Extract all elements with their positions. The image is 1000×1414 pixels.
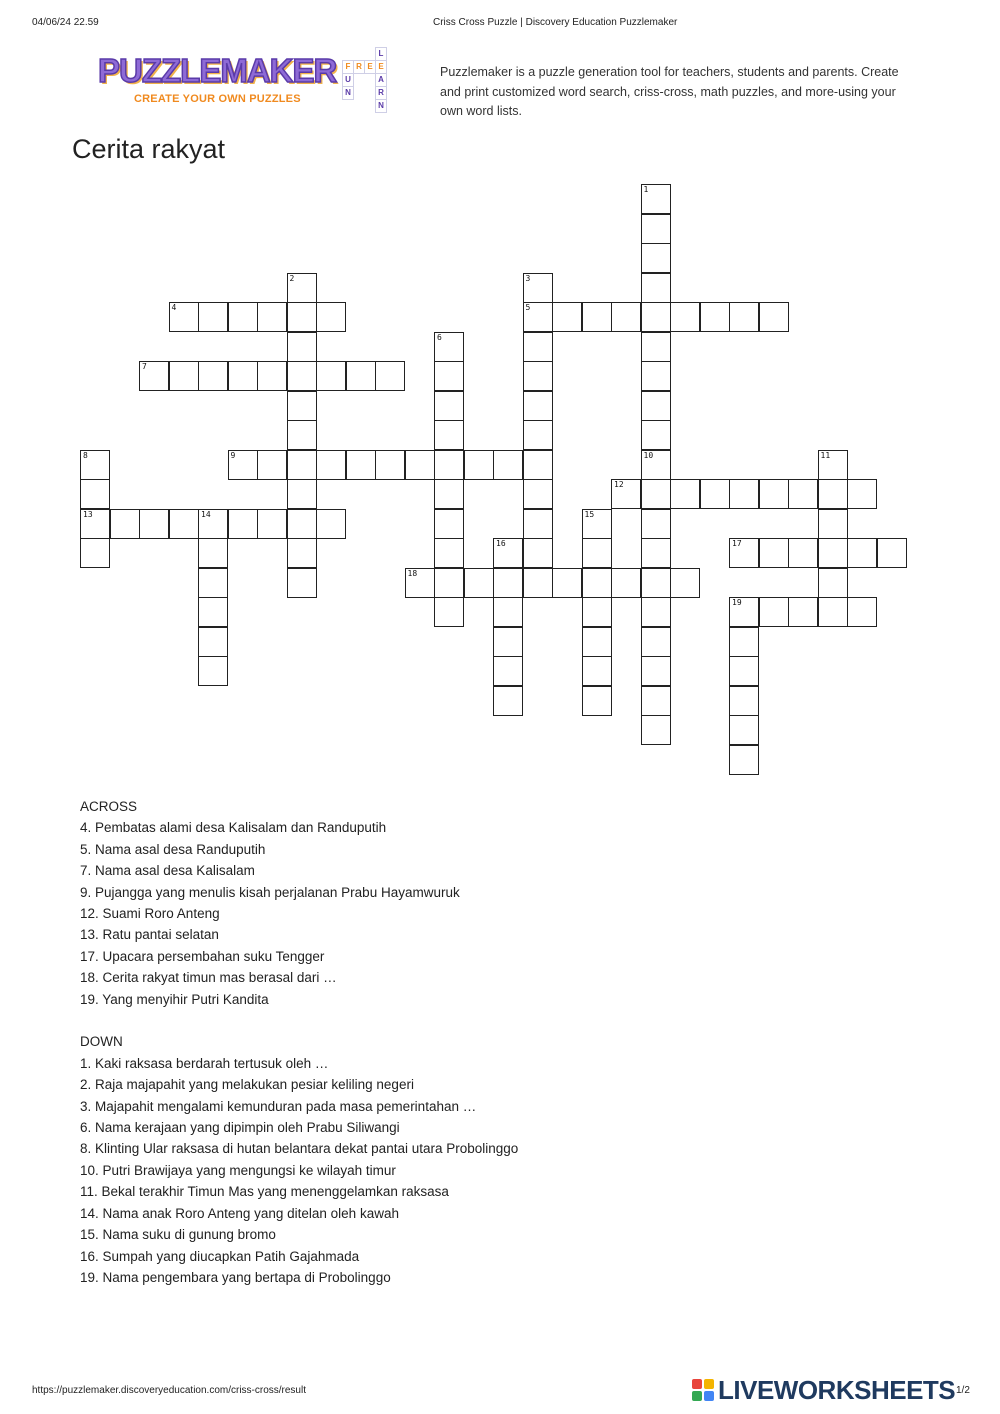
- logo-tile: R: [375, 86, 387, 100]
- crossword-cell[interactable]: [641, 627, 671, 657]
- crossword-cell[interactable]: [493, 656, 523, 686]
- clue-item: 11. Bekal terakhir Timun Mas yang menenggelamkan raksasa: [80, 1184, 449, 1200]
- down-heading: DOWN: [80, 1034, 123, 1050]
- crossword-cell[interactable]: [169, 361, 199, 391]
- crossword-cell[interactable]: [700, 302, 730, 332]
- crossword-cell[interactable]: [759, 302, 789, 332]
- crossword-cell[interactable]: [641, 715, 671, 745]
- crossword-cell[interactable]: [287, 538, 317, 568]
- crossword-cell[interactable]: [287, 509, 317, 539]
- liveworksheets-logo[interactable]: [692, 1376, 992, 1404]
- crossword-cell[interactable]: [641, 420, 671, 450]
- clue-number: 3: [525, 273, 531, 283]
- clue-item: 2. Raja majapahit yang melakukan pesiar keliling negeri: [80, 1077, 414, 1093]
- clue-number: 10: [643, 450, 654, 460]
- crossword-cell[interactable]: [641, 568, 671, 598]
- crossword-cell[interactable]: [641, 479, 671, 509]
- crossword-cell[interactable]: [523, 538, 553, 568]
- logo-tile: F: [342, 60, 354, 74]
- crossword-cell[interactable]: [523, 332, 553, 362]
- crossword-cell[interactable]: [287, 479, 317, 509]
- clue-number: 14: [201, 509, 211, 519]
- crossword-cell[interactable]: [582, 509, 612, 539]
- clue-item: 9. Pujangga yang menulis kisah perjalanan Prabu Hayamwuruk: [80, 884, 460, 900]
- crossword-cell[interactable]: [346, 450, 376, 480]
- clue-number: 11: [820, 450, 831, 460]
- crossword-cell[interactable]: [641, 391, 671, 421]
- crossword-cell[interactable]: [257, 361, 287, 391]
- crossword-cell[interactable]: [434, 509, 464, 539]
- clue-item: 16. Sumpah yang diucapkan Patih Gajahmada: [80, 1248, 360, 1264]
- crossword-cell[interactable]: [582, 627, 612, 657]
- crossword-cell[interactable]: [611, 568, 641, 598]
- crossword-cell[interactable]: [434, 391, 464, 421]
- crossword-cell[interactable]: [641, 214, 671, 244]
- clue-item: 5. Nama asal desa Randuputih: [80, 841, 266, 857]
- crossword-cell[interactable]: [582, 302, 612, 332]
- crossword-cell[interactable]: [729, 597, 759, 627]
- crossword-cell[interactable]: [434, 597, 464, 627]
- crossword-cell[interactable]: [818, 509, 848, 539]
- logo-tile: U: [342, 73, 354, 87]
- crossword-cell[interactable]: [80, 450, 110, 480]
- crossword-cell[interactable]: [641, 686, 671, 716]
- crossword-cell[interactable]: [759, 538, 789, 568]
- clue-item: 3. Majapahit mengalami kemunduran pada masa pemerintahan …: [80, 1098, 477, 1114]
- crossword-cell[interactable]: [788, 597, 818, 627]
- crossword-cell[interactable]: [80, 479, 110, 509]
- crossword-cell[interactable]: [552, 302, 582, 332]
- liveworksheets-badge-icon: [692, 1379, 714, 1401]
- crossword-cell[interactable]: [287, 273, 317, 303]
- crossword-cell[interactable]: [493, 686, 523, 716]
- crossword-cell[interactable]: [80, 538, 110, 568]
- crossword-cell[interactable]: [198, 538, 228, 568]
- crossword-cell[interactable]: [818, 597, 848, 627]
- crossword-cell[interactable]: [818, 479, 848, 509]
- crossword-cell[interactable]: [523, 302, 553, 332]
- crossword-cell[interactable]: [641, 243, 671, 273]
- clue-number: 12: [614, 480, 624, 489]
- crossword-cell[interactable]: [641, 656, 671, 686]
- crossword-cell[interactable]: [287, 420, 317, 450]
- intro-text: Puzzlemaker is a puzzle generation tool for teachers, students and parents. Create and print customized word search, criss-cross, math puzzles, and more-using your own word lists.: [440, 65, 899, 118]
- clue-number: 5: [525, 303, 531, 312]
- crossword-cell[interactable]: [523, 450, 553, 480]
- crossword-cell[interactable]: [228, 450, 258, 480]
- across-clue-list: [80, 817, 780, 1010]
- crossword-cell[interactable]: [788, 538, 818, 568]
- crossword-cell[interactable]: [80, 509, 110, 539]
- clue-item: 10. Putri Brawijaya yang mengungsi ke wilayah timur: [80, 1162, 396, 1178]
- crossword-cell[interactable]: [493, 450, 523, 480]
- crossword-cell[interactable]: [847, 597, 877, 627]
- crossword-cell[interactable]: [611, 302, 641, 332]
- crossword-cell[interactable]: [641, 597, 671, 627]
- clue-number: 16: [496, 539, 506, 548]
- print-date: 04/06/24 22.59: [32, 17, 99, 28]
- crossword-cell[interactable]: [139, 509, 169, 539]
- crossword-cell[interactable]: [523, 420, 553, 450]
- clue-item: 19. Nama pengembara yang bertapa di Probolinggo: [80, 1269, 391, 1285]
- crossword-cell[interactable]: [198, 302, 228, 332]
- crossword-cell[interactable]: [169, 302, 199, 332]
- crossword-cell[interactable]: [670, 479, 700, 509]
- crossword-cell[interactable]: [316, 509, 346, 539]
- crossword-cell[interactable]: [641, 184, 671, 214]
- crossword-cell[interactable]: [198, 656, 228, 686]
- crossword-cell[interactable]: [818, 538, 848, 568]
- crossword-cell[interactable]: [641, 332, 671, 362]
- clue-item: 18. Cerita rakyat timun mas berasal dari …: [80, 970, 337, 986]
- logo-tile: E: [375, 60, 387, 74]
- crossword-cell[interactable]: [405, 568, 435, 598]
- clue-number: 13: [83, 509, 93, 519]
- crossword-cell[interactable]: [434, 538, 464, 568]
- crossword-cell[interactable]: [493, 627, 523, 657]
- crossword-cell[interactable]: [434, 450, 464, 480]
- crossword-cell[interactable]: [729, 745, 759, 775]
- crossword-cell[interactable]: [464, 568, 494, 598]
- crossword-cell[interactable]: [405, 450, 435, 480]
- clue-number: 2: [289, 273, 295, 283]
- crossword-cell[interactable]: [464, 450, 494, 480]
- clue-item: 14. Nama anak Roro Anteng yang ditelan oleh kawah: [80, 1205, 399, 1221]
- crossword-cell[interactable]: [523, 479, 553, 509]
- puzzlemaker-logo[interactable]: [98, 50, 398, 116]
- crossword-cell[interactable]: [287, 302, 317, 332]
- crossword-cell[interactable]: [375, 361, 405, 391]
- clue-item: 17. Upacara persembahan suku Tengger: [80, 948, 325, 964]
- clue-item: 6. Nama kerajaan yang dipimpin oleh Prabu Siliwangi: [80, 1120, 400, 1136]
- crossword-cell[interactable]: [582, 538, 612, 568]
- crossword-cell[interactable]: [493, 568, 523, 598]
- page-number: 1/2: [956, 1385, 970, 1396]
- crossword-cell[interactable]: [670, 568, 700, 598]
- crossword-cell[interactable]: [493, 597, 523, 627]
- crossword-cell[interactable]: [198, 568, 228, 598]
- crossword-cell[interactable]: [287, 361, 317, 391]
- crossword-cell[interactable]: [641, 538, 671, 568]
- logo-wordmark: PUZZLEMAKER: [98, 52, 337, 89]
- crossword-cell[interactable]: [316, 302, 346, 332]
- footer-url[interactable]: https://puzzlemaker.discoveryeducation.com/criss-cross/result: [32, 1385, 306, 1396]
- clue-number: 7: [142, 362, 147, 371]
- crossword-cell[interactable]: [729, 302, 759, 332]
- crossword-cell[interactable]: [729, 715, 759, 745]
- crossword-cell[interactable]: [611, 479, 641, 509]
- crossword-cell[interactable]: [434, 361, 464, 391]
- clue-number: 15: [584, 509, 595, 519]
- crossword-cell[interactable]: [759, 597, 789, 627]
- clue-item: 7. Nama asal desa Kalisalam: [80, 863, 255, 879]
- crossword-cell[interactable]: [198, 597, 228, 627]
- clue-number: 19: [732, 598, 742, 607]
- logo-tile: R: [353, 60, 365, 74]
- crossword-cell[interactable]: [670, 302, 700, 332]
- crossword-cell[interactable]: [139, 361, 169, 391]
- crossword-cell[interactable]: [523, 509, 553, 539]
- crossword-cell[interactable]: [729, 686, 759, 716]
- crossword-cell[interactable]: [228, 302, 258, 332]
- crossword-cell[interactable]: [523, 568, 553, 598]
- crossword-cell[interactable]: [729, 656, 759, 686]
- crossword-cell[interactable]: [523, 273, 553, 303]
- crossword-cell[interactable]: [523, 361, 553, 391]
- print-title: Criss Cross Puzzle | Discovery Education Puzzlemaker: [433, 17, 678, 28]
- crossword-cell[interactable]: [198, 361, 228, 391]
- crossword-cell[interactable]: [641, 509, 671, 539]
- crossword-cell[interactable]: [641, 273, 671, 303]
- crossword-cell[interactable]: [847, 538, 877, 568]
- crossword-cell[interactable]: [257, 509, 287, 539]
- across-heading: ACROSS: [80, 799, 138, 814]
- crossword-cell[interactable]: [818, 568, 848, 598]
- clue-section: [80, 796, 780, 1288]
- crossword-cell[interactable]: [818, 450, 848, 480]
- crossword-cell[interactable]: [257, 302, 287, 332]
- clue-item: 15. Nama suku di gunung bromo: [80, 1227, 276, 1243]
- crossword-cell[interactable]: [700, 479, 730, 509]
- clue-number: 18: [407, 568, 418, 578]
- clue-item: 19. Yang menyihir Putri Kandita: [80, 991, 269, 1007]
- clue-number: 17: [732, 539, 742, 548]
- crossword-cell[interactable]: [788, 479, 818, 509]
- crossword-cell[interactable]: [582, 656, 612, 686]
- crossword-cell[interactable]: [287, 391, 317, 421]
- logo-tile: L: [375, 47, 387, 61]
- crossword-cell[interactable]: [582, 568, 612, 598]
- crossword-cell[interactable]: [729, 479, 759, 509]
- crossword-cell[interactable]: [346, 361, 376, 391]
- clue-number: 6: [437, 332, 442, 342]
- crossword-cell[interactable]: [198, 627, 228, 657]
- crossword-cell[interactable]: [641, 450, 671, 480]
- crossword-cell[interactable]: [287, 568, 317, 598]
- crossword-cell[interactable]: [434, 568, 464, 598]
- crossword-cell[interactable]: [759, 479, 789, 509]
- clue-item: 1. Kaki raksasa berdarah tertusuk oleh …: [80, 1055, 329, 1071]
- crossword-cell[interactable]: [552, 568, 582, 598]
- logo-tile: E: [364, 60, 376, 74]
- clue-number: 1: [643, 185, 649, 194]
- crossword-cell[interactable]: [198, 509, 228, 539]
- crossword-cell[interactable]: [228, 361, 258, 391]
- clue-item: 8. Klinting Ular raksasa di hutan belantara dekat pantai utara Probolinggo: [80, 1141, 519, 1157]
- crossword-cell[interactable]: [729, 627, 759, 657]
- page-title: Cerita rakyat: [72, 134, 226, 164]
- crossword-cell[interactable]: [641, 361, 671, 391]
- clue-item: 12. Suami Roro Anteng: [80, 906, 220, 922]
- crossword-cell[interactable]: [169, 509, 199, 539]
- logo-tile: N: [375, 99, 387, 113]
- down-clue-list: [80, 1053, 780, 1288]
- crossword-cell[interactable]: [316, 450, 346, 480]
- crossword-cell[interactable]: [523, 391, 553, 421]
- crossword-cell[interactable]: [434, 479, 464, 509]
- crossword-cell[interactable]: [316, 361, 346, 391]
- crossword-cell[interactable]: [729, 538, 759, 568]
- clue-item: 4. Pembatas alami desa Kalisalam dan Randuputih: [80, 820, 387, 836]
- clue-number: 8: [83, 450, 88, 460]
- crossword-cell[interactable]: [287, 450, 317, 480]
- crossword-cell[interactable]: [493, 538, 523, 568]
- crossword-cell[interactable]: [641, 302, 671, 332]
- logo-tile: N: [342, 86, 354, 100]
- liveworksheets-wordmark: LIVEWORKSHEETS: [718, 1375, 956, 1405]
- logo-tagline: CREATE YOUR OWN PUZZLES: [134, 93, 301, 105]
- crossword-cell[interactable]: [434, 332, 464, 362]
- crossword-cell[interactable]: [582, 686, 612, 716]
- crossword-cell[interactable]: [582, 597, 612, 627]
- crossword-cell[interactable]: [847, 479, 877, 509]
- crossword-cell[interactable]: [375, 450, 405, 480]
- logo-tile: A: [375, 73, 387, 87]
- clue-item: 13. Ratu pantai selatan: [80, 927, 219, 943]
- crossword-cell[interactable]: [257, 450, 287, 480]
- crossword-cell[interactable]: [228, 509, 258, 539]
- clue-number: 4: [171, 303, 177, 312]
- crossword-cell[interactable]: [877, 538, 907, 568]
- crossword-cell[interactable]: [110, 509, 140, 539]
- logo-letter-tiles: [342, 47, 398, 113]
- crossword-cell[interactable]: [287, 332, 317, 362]
- crossword-cell[interactable]: [434, 420, 464, 450]
- clue-number: 9: [230, 450, 236, 460]
